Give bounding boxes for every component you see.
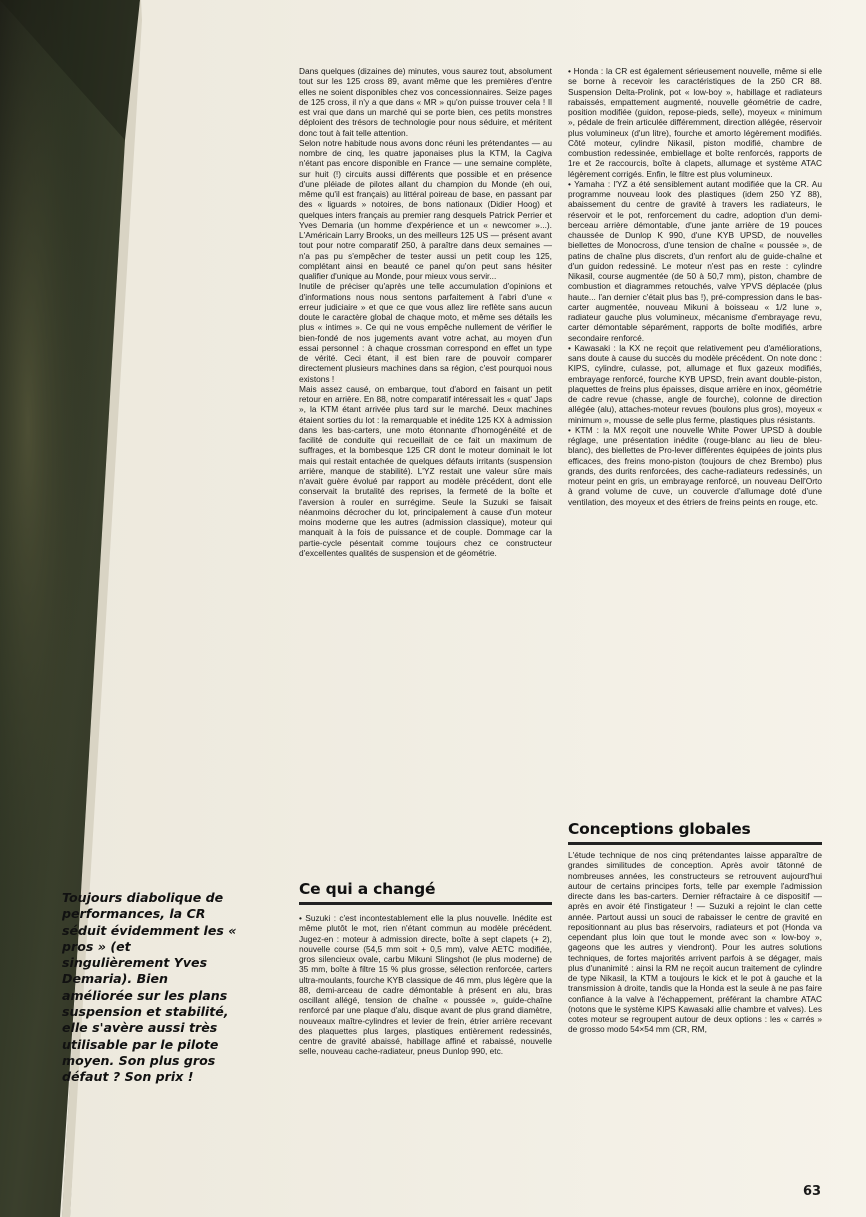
section-heading-ce-qui-a-change: Ce qui a changé: [299, 880, 552, 905]
page-number: 63: [803, 1184, 822, 1199]
article-column-2-lower: [568, 850, 822, 1035]
article-column-1-lower: [299, 913, 552, 1057]
paragraph: Mais assez causé, on embarque, tout d'abord en faisant un petit retour en arrière. En 88, notre comparatif intéressait les « quat' Japs », la KTM étant arrivée plus tard sur le marché. Deux machines étaient sorties du lot : la remarquable et inédite 125 KX à admission dans les bas-carters, une moto étonnante d'homogénéité et de facilité de conduite qui recueillait de ce fait un maximum de suffrages, et la bombesque 125 CR dont le moteur dominait le lot mais qui restait entachée de quelques défauts irritants (suspension arrière, manque de stabilité). L'YZ restait une valeur sûre mais n'avait guère évolué par rapport au modèle précédent, dont elle conservait la brutalité des reprises, la fermeté de la boîte et l'aversion à rouler en surrégime. Seule la Suzuki se faisait néanmoins décrocher du lot, principalement à cause d'un moteur moins moderne que les autres (admission classique), moteur qui manquait à la fois de puissance et de couple. Dommage car la partie-cycle pésentait comme toujours chez ce constructeur d'excellentes qualités de suspension et de géométrie.: [299, 383, 552, 558]
paragraph: Selon notre habitude nous avons donc réuni les prétendantes — au nombre de cinq, les quatre japonaises plus la KTM, la Cagiva n'étant pas encore disponible en France — une semaine complète, sur huit (!) circuits aussi différents que possible et en présence d'une pléiade de pilotes allant du champion du Monde (eh oui, même qu'il est français) au littéral poireau de base, en passant par des « liguards » notoires, de bons nationaux (Didier Hoog) et quelques inters français au premier rang desquels Patrick Perrier et Yves Demaria (un homme d'expérience et un « newcomer »...). L'Américain Larry Brooks, un des meilleurs 125 US — présent avant tout pour notre comparatif 250, à paraître dans deux semaines — n'a pas pu s'empêcher de tester aussi un petit coup les 125, complétant ainsi en beauté ce panel qu'on peut sans hésiter qualifier d'unique au Monde, pour mieux vous servir...: [299, 137, 552, 281]
paragraph: L'étude technique de nos cinq prétendantes laisse apparaître de grandes similitudes de conception. Après avoir tâtonné de nombreuses années, les constructeurs se retrouvent aujourd'hui autour de certains principes forts, telle par exemple l'admission directe dans les bas-carters. Dernier réfractaire à ce dispositif — après en avoir été l'instigateur ! — Suzuki a rejoint le clan cette année. Partout aussi un souci de rabaisser le centre de gravité en repositionnant au plus bas réservoirs, radiateurs et pot (Honda va cependant plus loin que tout le monde avec son « low-boy », gageons que les autres y viendront). Pour les autres solutions techniques, de fortes majorités arrivent parfois à se dégager, mais plus d'unanimité : ainsi la RM ne reçoit aucun traitement de cylindre de type Nikasil, la KTM a toujours le kick et le pot à gauche et la transmission à droite, tandis que la Honda est la seule à ne pas faire confiance à la valve à l'échappement, préférant la chambre ATAC (notons que le système KIPS Kawasaki allie chambre et valves). Les cotes moteur se regroupent autour de deux options : les « carrés » de grosso modo 54×54 mm (CR, RM,: [568, 850, 822, 1035]
paragraph: • Honda : la CR est également sérieusement nouvelle, même si elle se borne à recevoir les caractéristiques de la 250 CR 88. Suspension Delta-Prolink, pot « low-boy », habillage et radiateurs rabaissés, empattement augmenté, nouvelle géométrie de cadre, position modifiée (guidon, repose-pieds, selle), moyeux « minimum », pédale de frein articulée différemment, direction allégée, réservoir plus volumineux (d'un litre), fourche et amorto légèrement modifiés. Côté moteur, cylindre Nikasil, piston modifié, chambre de combustion redessinée, embiellage et boîte renforcés, rapports de 1re et 2e raccourcis, boîte à clapets, allumage et système ATAC légèrement corrigés. Enfin, le filtre est plus volumineux.: [568, 66, 822, 179]
paragraph: • KTM : la MX reçoit une nouvelle White Power UPSD à double réglage, une présentation inédite (rouge-blanc au lieu de bleu-blanc), des biellettes de Pro-lever différentes équipées de joints plus efficaces, des freins mono-piston (toujours de chez Brembo) plus grands, des durits renforcées, des cache-radiateurs redessinés, un moteur peint en gris, un embrayage renforcé, un nouveau Dell'Orto à grand volume de cuve, un couvercle d'allumage doté d'une ventilation, des moyeux et des étriers de freins peints en rouge, etc.: [568, 424, 822, 507]
paragraph: Dans quelques (dizaines de) minutes, vous saurez tout, absolument tout sur les 125 cross 89, avant même que les premières d'entre elles ne soient disponibles chez vos concessionnaires. Seize pages de 125 cross, il n'y a que dans « MR » qu'on puisse trouver cela ! Il est vrai que dans un marché qui se porte bien, ces petits monstres déploient des trésors de technologie pour nous séduire, et méritent donc tout à fait telle attention.: [299, 66, 552, 138]
article-column-1: [299, 66, 552, 558]
paragraph: • Kawasaki : la KX ne reçoit que relativement peu d'améliorations, sans doute à cause du succès du modèle précédent. On note donc : KIPS, cylindre, culasse, pot, allumage et flux gazeux modifiés, embrayage renforcé, fourche KYB UPSD, frein avant double-piston, plaquettes de freins plus épaisses, disque arrière en inox, géométrie de cadre revue (chasse, angle de fourche), colonne de direction allégée (alu), attaches-moteur revues (boulons plus gros), moyeux « minimum », mousse de selle plus ferme, plastiques plus résistants.: [568, 342, 822, 425]
paragraph: • Suzuki : c'est incontestablement elle la plus nouvelle. Inédite est même plutôt le mot, rien n'étant commun au modèle précédent. Jugez-en : moteur à admission directe, boîte à sept clapets (+ 2), nouvelle course (54,5 mm soit + 0,5 mm), valve AETC modifiée, gros silencieux ovale, carbu Mikuni Slingshot (le plus moderne) de 35 mm, boîte à filtre 15 % plus grosse, sélection renforcée, carters ultra-moulants, fourche KYB classique de 46 mm, plus légère que la 88, demi-arceau de cadre démontable à présent en alu, bras oscillant allégé, tension de chaîne « poussée », guide-chaîne renforcé par une plaque d'alu, disque avant de plus grand diamètre, nouveaux maître-cylindres et levier de frein, étrier arrière recevant des plaquettes plus larges, plastiques entièrement redessinés, centre de gravité abaissé, habillage affiné et rabaissé, nouvelle selle, nouveau cache-radiateur, pneus Dunlop 990, etc.: [299, 913, 552, 1057]
paragraph: Inutile de préciser qu'après une telle accumulation d'opinions et d'informations nous nous sentons parfaitement à l'abri d'une « erreur judiciaire » et que ce que vous allez lire reflète sans aucun doute le caractère global de chaque moto, et même ses détails les plus « intimes ». Ce qui ne vous empêche nullement de vérifier le bien-fondé de nos jugements avant votre achat, au moyen d'un essai personnel : à chaque crossman correspond en effet un type de vérité. Ceci étant, il est bien rare de pouvoir comparer directement plusieurs machines dans sa région, c'est pourquoi nous existons !: [299, 281, 552, 384]
article-column-2: [568, 66, 822, 507]
photo-caption: Toujours diabolique de performances, la CR séduit évidemment les « pros » (et singulièrement Yves Demaria). Bien améliorée sur les plans suspension et stabilité, elle s'avère aussi très utilisable par le pilote moyen. Son plus gros défaut ? Son prix !: [62, 890, 237, 1085]
section-heading-conceptions-globales: Conceptions globales: [568, 820, 822, 845]
paragraph: • Yamaha : l'YZ a été sensiblement autant modifiée que la CR. Au programme nouveau look des plastiques (idem 250 YZ 88), abaissement du centre de gravité à travers les radiateurs, le réservoir et le pot, renforcement du cadre, adoption d'un demi-berceau arrière démontable, d'une jante arrière de 19 pouces chaussée de Dunlop K 990, d'une KYB UPSD, de nouvelles biellettes de Monocross, d'une tension de chaîne « poussée », de patins de chaîne plus discrets, d'un renfort alu de guide-chaîne et d'un guidon redessiné. Le moteur n'est pas en reste : cylindre Nikasil, course augmentée (de 50 à 50,7 mm), piston, chambre de combustion et diagrammes retouchés, valve YPVS déplacée (plus haute... l'an dernier c'était plus bas !), pré-compression dans le bas-carter augmentée, nouveau Mikuni à boisseau « 1/2 lune », radiateur gauche plus volumineux, mécanisme d'embrayage revu, carter démontable séparément, rapports de boîte modifiés, arbre secondaire renforcé.: [568, 178, 822, 343]
